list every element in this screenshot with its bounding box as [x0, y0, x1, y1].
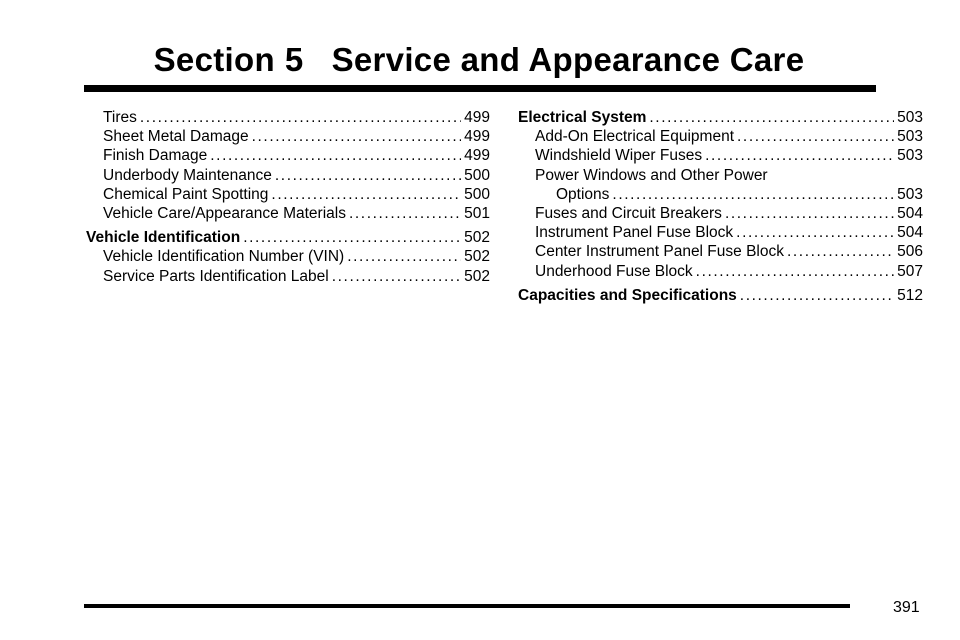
toc-entry[interactable] — [86, 127, 490, 146]
toc-page-number: 500 — [464, 166, 490, 184]
toc-page-number: 502 — [464, 229, 490, 247]
leader-dots — [725, 204, 894, 223]
toc-right-column — [518, 108, 923, 305]
toc-entry-text: Windshield Wiper Fuses — [535, 147, 703, 165]
toc-page-number: 504 — [897, 204, 923, 222]
leader-dots — [210, 146, 461, 165]
toc-entry[interactable] — [518, 146, 923, 165]
toc-entry-text: Vehicle Identification Number (VIN) — [103, 248, 345, 266]
toc-entry[interactable] — [518, 262, 923, 281]
toc-entry[interactable] — [86, 247, 490, 266]
toc-entry-text: Capacities and Specifications — [518, 286, 737, 304]
toc-entry-text: Underhood Fuse Block — [535, 262, 693, 280]
toc-page-number: 500 — [464, 185, 490, 203]
toc-page-number: 512 — [897, 286, 923, 304]
toc-entry[interactable] — [518, 223, 923, 242]
leader-dots — [649, 108, 894, 127]
toc-entry-text: Fuses and Circuit Breakers — [535, 204, 722, 222]
leader-dots — [696, 262, 894, 281]
toc-page-number: 502 — [464, 248, 490, 266]
toc-entry[interactable] — [86, 267, 490, 286]
toc-page-number: 503 — [897, 109, 923, 126]
toc-entry[interactable] — [86, 166, 490, 185]
footer-rule — [84, 604, 850, 608]
toc-entry-text: Vehicle Care/Appearance Materials — [103, 204, 346, 222]
toc-entry-text: Tires — [103, 109, 137, 126]
toc-page-number: 504 — [897, 224, 923, 242]
toc-entry-text: Center Instrument Panel Fuse Block — [535, 243, 784, 261]
leader-dots — [347, 247, 461, 266]
toc-entry[interactable] — [518, 204, 923, 223]
toc-entry-text: Electrical System — [518, 109, 647, 126]
leader-dots — [271, 185, 461, 204]
leader-dots — [612, 185, 894, 204]
leader-dots — [705, 146, 894, 165]
toc-page-number: 503 — [897, 147, 923, 165]
leader-dots — [349, 204, 461, 223]
toc-main-entry[interactable] — [518, 286, 923, 305]
toc-entry-text: Vehicle Identification — [86, 229, 241, 247]
leader-dots — [736, 223, 894, 242]
toc-main-entry[interactable] — [518, 108, 923, 127]
leader-dots — [787, 242, 894, 261]
toc-page-number: 501 — [464, 204, 490, 222]
toc-page-number: 503 — [897, 185, 923, 203]
toc-entry-text: Sheet Metal Damage — [103, 128, 249, 146]
section-header — [84, 40, 874, 80]
leader-dots — [332, 267, 461, 286]
toc-entry-text: Service Parts Identification Label — [103, 267, 329, 285]
section-number: 5 — [284, 41, 304, 78]
header-rule — [84, 85, 876, 92]
leader-dots — [737, 127, 894, 146]
toc-entry[interactable] — [518, 127, 923, 146]
leader-dots — [275, 166, 461, 185]
toc-page-number: 499 — [464, 147, 490, 165]
toc-entry-text: Chemical Paint Spotting — [103, 185, 269, 203]
section-label: Section — [153, 41, 275, 78]
leader-dots — [140, 108, 461, 127]
toc-page-number: 503 — [897, 128, 923, 146]
toc-entry-text: Underbody Maintenance — [103, 166, 272, 184]
toc-entry[interactable] — [86, 108, 490, 127]
section-title: Service and Appearance Care — [331, 41, 805, 78]
toc-page-number: 499 — [464, 109, 490, 126]
toc-entry-text: Instrument Panel Fuse Block — [535, 224, 734, 242]
leader-dots — [740, 286, 894, 305]
toc-entry-text: Power Windows and Other Power — [535, 166, 768, 184]
toc-entry-text: Add-On Electrical Equipment — [535, 128, 735, 146]
toc-entry-continuation[interactable] — [518, 185, 923, 204]
toc-page-number: 506 — [897, 243, 923, 261]
toc-entry-text: Finish Damage — [103, 147, 208, 165]
toc-left-column — [86, 108, 490, 286]
toc-page-number: 507 — [897, 262, 923, 280]
toc-page-number: 502 — [464, 267, 490, 285]
toc-entry-text: Options — [556, 185, 610, 203]
toc-page-number: 499 — [464, 128, 490, 146]
leader-dots — [252, 127, 462, 146]
toc-main-entry[interactable] — [86, 228, 490, 247]
toc-entry[interactable] — [86, 146, 490, 165]
toc-entry[interactable] — [518, 242, 923, 261]
toc-entry[interactable] — [86, 185, 490, 204]
page-number: 391 — [893, 599, 920, 616]
leader-dots — [243, 228, 461, 247]
toc-entry[interactable] — [86, 204, 490, 223]
toc-entry-first-line[interactable] — [518, 166, 923, 185]
